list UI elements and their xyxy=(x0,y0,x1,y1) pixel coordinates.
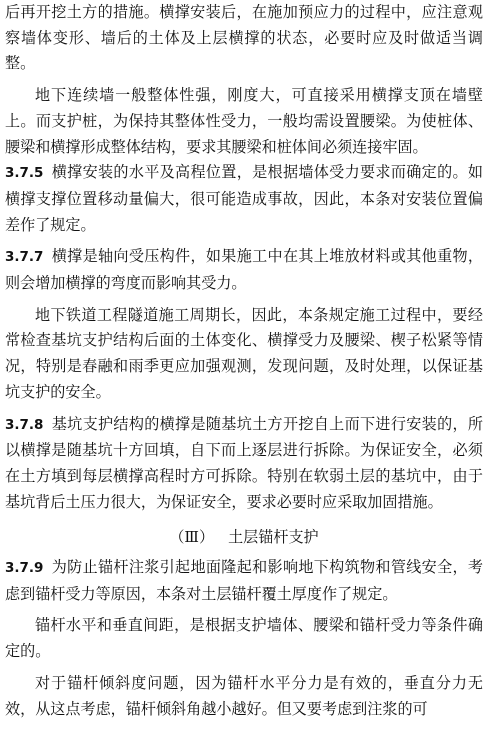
section-title: 土层锚杆支护 xyxy=(228,528,319,547)
paragraph-text: 后再开挖土方的措施。横撑安装后，在施加预应力的过程中，应注意观察墙体变形、墙后的土体及上层横撑的状态，必要时应及时做适当调整。 xyxy=(5,3,483,73)
section-heading xyxy=(5,525,483,551)
section-roman-numeral: （Ⅲ） xyxy=(169,528,215,547)
clause-number: 3.7.9 xyxy=(5,560,44,577)
clause-3-7-9 xyxy=(5,555,483,607)
clause-number: 3.7.7 xyxy=(5,249,44,266)
paragraph-text: 地下铁道工程隧道施工周期长，因此，本条规定施工过程中，要经常检查基坑支护结构后面的土体变化、横撑受力及腰梁、楔子松紧等情况，特别是春融和雨季更应加强观测，发现问题，及时处理，以保证基坑支护的安全。 xyxy=(5,305,483,401)
document-page xyxy=(5,0,483,747)
paragraph xyxy=(5,671,483,722)
paragraph-continuation xyxy=(5,0,483,77)
paragraph-text: 锚杆水平和垂直间距，是根据支护墙体、腰梁和锚杆受力等条件确定的。 xyxy=(5,616,483,661)
paragraph xyxy=(5,613,483,664)
paragraph-text: 为防止锚杆注浆引起地面隆起和影响地下构筑物和管线安全，考虑到锚杆受力等原因，本条对土层锚杆覆土厚度作了规定。 xyxy=(5,558,483,603)
paragraph-text: 基坑支护结构的横撑是随基坑土方开挖自上而下进行安装的，所以横撑是随基坑十方回填，自下而上逐层进行拆除。为保证安全，必须在土方填到每层横撑高程时方可拆除。特别在软弱土层的基坑中，由于基坑背后土压力很大，为保证安全，要求必要时应采取加固措施。 xyxy=(5,414,483,511)
paragraph xyxy=(5,303,483,406)
paragraph xyxy=(5,83,483,160)
paragraph-text: 对于锚杆倾斜度问题，因为锚杆水平分力是有效的，垂直分力无效，从这点考虑，锚杆倾斜角越小越好。但又要考虑到注浆的可 xyxy=(5,673,483,718)
clause-number: 3.7.5 xyxy=(5,165,44,182)
clause-3-7-8 xyxy=(5,412,483,516)
clause-3-7-7 xyxy=(5,244,483,296)
paragraph-text: 横撑安装的水平及高程位置，是根据墙体受力要求而确定的。如横撑支撑位置移动量偏大，很可能造成事故，因此，本条对安装位置偏差作了规定。 xyxy=(5,163,483,234)
clause-3-7-5 xyxy=(5,160,483,238)
paragraph-text: 横撑是轴向受压构件，如果施工中在其上堆放材料或其他重物，则会增加横撑的弯度而影响其受力。 xyxy=(5,247,483,293)
paragraph-text: 地下连续墙一般整体性强，刚度大，可直接采用横撑支顶在墙壁上。而支护桩，为保持其整体性受力，一般均需设置腰梁。为使桩体、腰梁和横撑形成整体结构，要求其腰梁和桩体间必须连接牢固。 xyxy=(5,86,483,156)
clause-number: 3.7.8 xyxy=(5,416,44,433)
